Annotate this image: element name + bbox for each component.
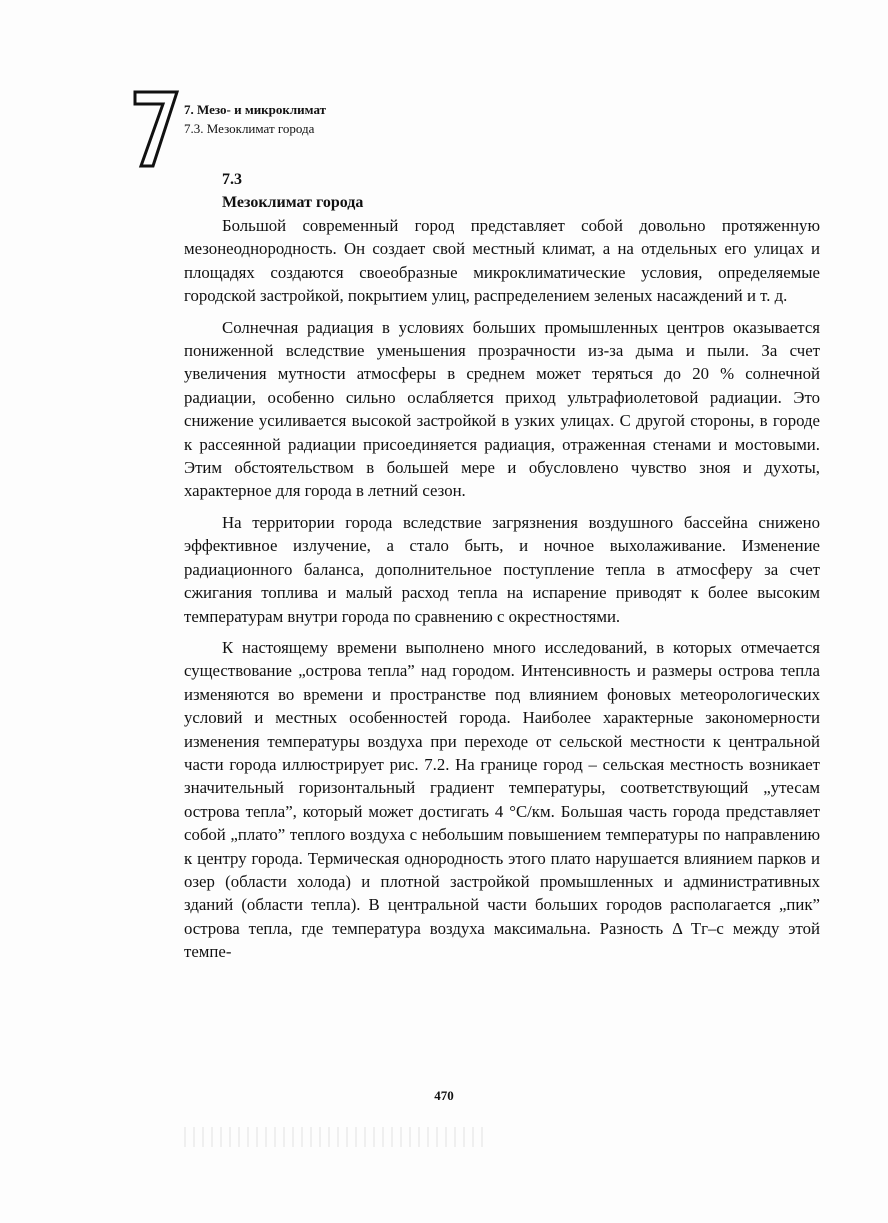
paragraph: Солнечная радиация в условиях больших промышленных центров оказывается пониженной вследствие уменьшения прозрачности из-за дыма и пыли. За счет увеличения мутности атмосферы в среднем может теряться до 20 % солнечной радиации, особенно сильно ослабляется приход ультрафиолетовой радиации. Это снижение усиливается высокой застройкой в узких улицах. С другой стороны, в городе к рассеянной радиации присоединяется радиация, отраженная стенами и мостовыми. Этим обстоятельством в большей мере и обусловлено чувство зноя и духоты, характерное для города в летний сезон. (184, 317, 820, 501)
running-head-section: 7.3. Мезоклимат города (184, 121, 315, 136)
chapter-number-outline (131, 88, 181, 170)
section-number: 7.3 (222, 171, 242, 188)
scan-artifact (184, 1127, 484, 1147)
paragraph: На территории города вследствие загрязнения воздушного бассейна снижено эффективное излучение, а стало быть, и ночное выхолаживание. Изменение радиационного баланса, дополнительное поступление тепла в атмосферу за счет сжигания топлива и малый расход тепла на испарение приводят к более высоким температурам внутри города по сравнению с окрестностями. (184, 512, 820, 626)
running-head (184, 100, 326, 138)
running-head-chapter: 7. Мезо- и микроклимат (184, 102, 326, 117)
paragraph: Большой современный город представляет собой довольно протяженную мезонеоднородность. Он создает свой местный климат, а на отдельных его улицах и площадях создаются своеобразные микроклиматические условия, определяемые городской застройкой, покрытием улиц, распределением зеленых насаждений и т. д. (184, 216, 820, 306)
page-number: 470 (434, 1088, 454, 1103)
body-text (184, 214, 820, 964)
paragraph: К настоящему времени выполнено много исследований, в которых отмечается существование „острова тепла” над городом. Интенсивность и размеры острова тепла изменяются во времени и пространстве под влиянием фоновых метеорологических условий и местных особенностей города. Наиболее характерные закономерности изменения температуры воздуха при переходе от сельской местности к центральной части города иллюстрирует рис. 7.2. На границе город – сельская местность возникает значительный горизонтальный градиент температуры, соответствующий „утесам острова тепла”, который может достигать 4 °С/км. Большая часть города представляет собой „плато” теплого воздуха с небольшим повышением температуры по направлению к центру города. Термическая однородность этого плато нарушается влиянием парков и озер (области холода) и плотной застройкой промышленных и административных зданий (области тепла). В центральной части больших городов располагается „пик” острова тепла, где температура воздуха максимальна. Разность Δ Tг–с между этой темпе- (184, 637, 820, 962)
section-block (184, 168, 820, 972)
section-title: Мезоклимат города (222, 194, 364, 211)
